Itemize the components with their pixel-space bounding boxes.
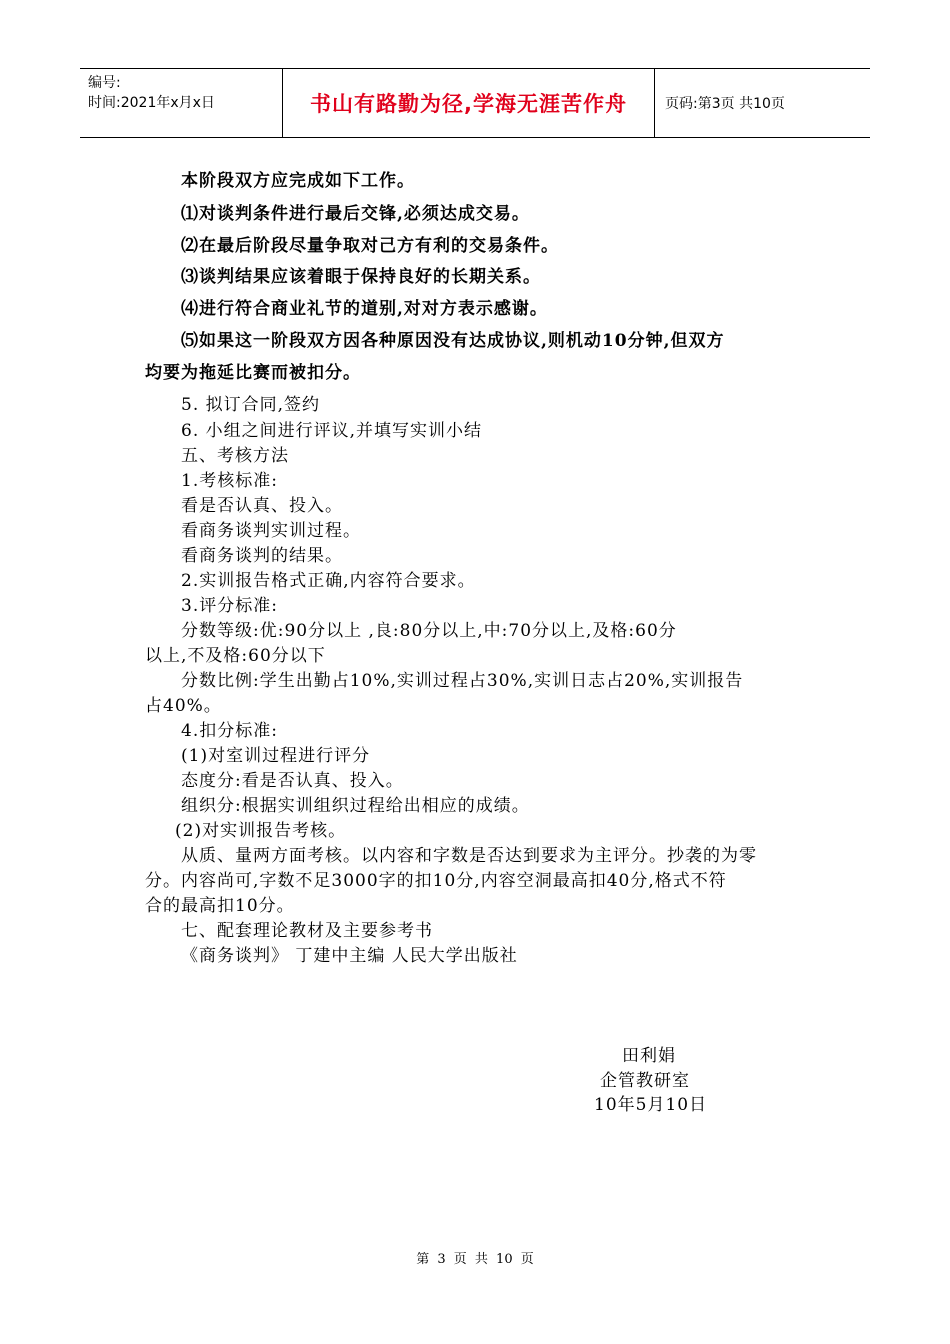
paragraph-line: 分数比例:学生出勤占10%,实训过程占30%,实训日志占20%,实训报告 [181, 671, 744, 691]
paragraph-line: 分。内容尚可,字数不足3000字的扣10分,内容空洞最高扣40分,格式不符 [145, 871, 727, 891]
paragraph-line: 态度分:看是否认真、投入。 [181, 771, 404, 791]
paragraph-line: ⑸如果这一阶段双方因各种原因没有达成协议,则机动10分钟,但双方 [181, 331, 725, 351]
time-label: 时间:2021年x月x日 [88, 95, 215, 111]
paragraph-line: 看是否认真、投入。 [181, 496, 343, 516]
reference-line: 《商务谈判》 丁建中主编 人民大学出版社 [181, 946, 518, 966]
paragraph-line: 分数等级:优:90分以上 ,良:80分以上,中:70分以上,及格:60分 [181, 621, 677, 641]
paragraph-line: 从质、量两方面考核。以内容和字数是否达到要求为主评分。抄袭的为零 [181, 846, 757, 866]
paragraph-line: ⑶谈判结果应该着眼于保持良好的长期关系。 [181, 267, 541, 287]
paragraph-line: ⑴对谈判条件进行最后交锋,必须达成交易。 [181, 204, 530, 224]
document-header [80, 68, 870, 138]
header-motto: 书山有路勤为径,学海无涯苦作舟 [310, 92, 627, 116]
number-label: 编号: [88, 75, 121, 91]
paragraph-line: 以上,不及格:60分以下 [145, 646, 326, 666]
paragraph-line: 2.实训报告格式正确,内容符合要求。 [181, 571, 476, 591]
paragraph-line: 看商务谈判实训过程。 [181, 521, 361, 541]
paragraph-line: 3.评分标准: [181, 596, 278, 616]
paragraph-line: 看商务谈判的结果。 [181, 546, 343, 566]
paragraph-line: 组织分:根据实训组织过程给出相应的成绩。 [181, 796, 530, 816]
paragraph-line: 6. 小组之间进行评议,并填写实训小结 [181, 421, 483, 441]
signature-dept: 企管教研室 [600, 1071, 690, 1091]
paragraph-line: (2)对实训报告考核。 [175, 821, 347, 841]
header-page-info: 页码:第3页 共10页 [665, 96, 785, 112]
paragraph-line: ⑷进行符合商业礼节的道别,对对方表示感谢。 [181, 299, 548, 319]
header-meta [80, 69, 283, 137]
signature-name: 田利娟 [622, 1046, 676, 1066]
paragraph-line: 5. 拟订合同,签约 [181, 395, 321, 415]
header-motto-cell [283, 69, 655, 137]
page-footer: 第 3 页 共 10 页 [416, 1252, 534, 1267]
paragraph-line: 均要为拖延比赛而被扣分。 [145, 363, 361, 383]
section-heading: 七、配套理论教材及主要参考书 [181, 921, 433, 941]
paragraph-line: 本阶段双方应完成如下工作。 [181, 171, 415, 191]
paragraph-line: 占40%。 [145, 696, 222, 716]
paragraph-line: 4.扣分标准: [181, 721, 278, 741]
header-page-cell [655, 69, 870, 137]
paragraph-line: ⑵在最后阶段尽量争取对己方有利的交易条件。 [181, 236, 559, 256]
paragraph-line: 1.考核标准: [181, 471, 278, 491]
paragraph-line: 合的最高扣10分。 [145, 896, 295, 916]
paragraph-line: (1)对室训过程进行评分 [181, 746, 371, 766]
signature-date: 10年5月10日 [594, 1095, 708, 1115]
section-heading: 五、考核方法 [181, 446, 289, 466]
